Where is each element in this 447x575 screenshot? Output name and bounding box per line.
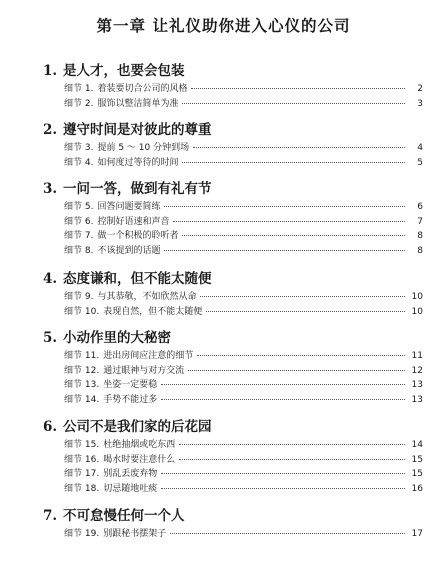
dot-leader xyxy=(170,533,405,534)
entry-label: 细节 1. xyxy=(64,84,94,94)
dot-leader xyxy=(179,459,405,460)
dot-leader xyxy=(161,473,405,474)
section-number: 4. xyxy=(43,271,58,287)
toc-entry[interactable] xyxy=(64,156,423,171)
toc-entry[interactable] xyxy=(64,290,423,305)
entry-title: 控制好语速和声音 xyxy=(97,216,170,227)
toc-entry[interactable] xyxy=(64,141,423,156)
entry-title: 通过眼神与对方交流 xyxy=(103,365,185,376)
dot-leader xyxy=(193,147,405,148)
toc-entry[interactable] xyxy=(64,244,423,259)
chapter-title: 第一章 让礼仪助你进入心仪的公司 xyxy=(96,16,351,35)
entry-label: 细节 4. xyxy=(64,157,94,168)
dot-leader xyxy=(206,311,405,312)
toc-entry[interactable] xyxy=(64,527,423,542)
dot-leader xyxy=(161,399,405,400)
toc-entry[interactable] xyxy=(64,229,423,244)
entry-label: 细节 16. xyxy=(64,454,100,465)
toc-section xyxy=(43,119,423,170)
entry-page-number: 12 xyxy=(411,365,423,376)
entry-title: 切忌随地吐痰 xyxy=(103,483,158,494)
toc-section xyxy=(43,327,423,407)
entry-page-number: 8 xyxy=(417,245,423,256)
entry-page-number: 6 xyxy=(417,202,423,212)
dot-leader xyxy=(164,206,405,207)
dot-leader xyxy=(161,384,405,385)
toc-entry[interactable] xyxy=(64,393,423,408)
entry-label: 细节 12. xyxy=(64,365,100,376)
entry-label: 细节 10. xyxy=(64,306,100,317)
entry-title: 不该提到的话题 xyxy=(97,245,161,256)
toc-section xyxy=(43,60,423,111)
entry-page-number: 13 xyxy=(411,394,423,405)
entry-title: 别跟秘书摆架子 xyxy=(103,529,167,539)
toc-entry[interactable] xyxy=(64,467,423,482)
dot-leader xyxy=(173,221,405,222)
entry-title: 做一个积极的聆听者 xyxy=(97,231,179,241)
section-title: 遵守时间是对彼此的尊重 xyxy=(63,122,212,138)
entry-label: 细节 6. xyxy=(64,216,94,227)
entry-label: 细节 8. xyxy=(64,245,94,256)
toc-entry[interactable] xyxy=(64,82,423,97)
entry-title: 表现自然，但不能太随便 xyxy=(103,306,203,317)
entry-title: 如何度过等待的时间 xyxy=(97,157,179,168)
entry-title: 别乱丢废弃物 xyxy=(103,469,158,479)
section-heading xyxy=(43,60,423,82)
entry-label: 细节 3. xyxy=(64,143,94,153)
entry-title: 坐姿一定要稳 xyxy=(103,380,158,390)
toc-entry[interactable] xyxy=(64,378,423,393)
toc-entry[interactable] xyxy=(64,97,423,112)
entry-label: 细节 19. xyxy=(64,529,100,539)
entry-label: 细节 18. xyxy=(64,483,100,494)
entry-label: 细节 9. xyxy=(64,292,94,302)
section-number: 2. xyxy=(43,122,58,138)
entry-page-number: 10 xyxy=(411,292,423,302)
dot-leader xyxy=(200,296,405,297)
entry-page-number: 8 xyxy=(417,231,423,241)
entry-title: 服饰以整洁简单为准 xyxy=(97,98,179,109)
section-number: 6. xyxy=(43,419,58,435)
toc-section xyxy=(43,178,423,258)
section-heading xyxy=(43,327,423,349)
entry-title: 进出房间应注意的细节 xyxy=(103,351,194,361)
section-number: 3. xyxy=(43,181,58,197)
entry-title: 着装要切合公司的风格 xyxy=(97,84,188,94)
section-number: 5. xyxy=(43,330,58,346)
dot-leader xyxy=(182,235,405,236)
toc-section xyxy=(43,505,423,542)
entry-page-number: 17 xyxy=(411,529,423,539)
dot-leader xyxy=(161,488,405,489)
entry-page-number: 10 xyxy=(411,306,423,317)
dot-leader xyxy=(182,162,405,163)
dot-leader xyxy=(197,355,405,356)
entry-label: 细节 14. xyxy=(64,394,100,405)
section-title: 态度谦和，但不能太随便 xyxy=(63,271,212,287)
entry-page-number: 2 xyxy=(417,84,423,94)
dot-leader xyxy=(179,444,405,445)
section-number: 1. xyxy=(43,63,58,79)
section-heading xyxy=(43,178,423,200)
toc-entry[interactable] xyxy=(64,453,423,468)
entry-title: 杜绝抽烟或吃东西 xyxy=(103,440,176,450)
toc-entry[interactable] xyxy=(64,305,423,320)
toc-entry[interactable] xyxy=(64,200,423,215)
entry-page-number: 14 xyxy=(411,440,423,450)
section-title: 不可怠慢任何一个人 xyxy=(63,508,185,524)
entry-page-number: 15 xyxy=(411,454,423,465)
entry-title: 提前 5 ～ 10 分钟到场 xyxy=(97,143,190,153)
section-title: 公司不是我们家的后花园 xyxy=(63,419,212,435)
section-title: 小动作里的大秘密 xyxy=(63,330,171,346)
entry-title: 手势不能过多 xyxy=(103,394,158,405)
section-heading xyxy=(43,119,423,141)
entry-title: 回答问题要简练 xyxy=(97,202,161,212)
entry-label: 细节 2. xyxy=(64,98,94,109)
toc-section xyxy=(43,268,423,319)
toc-entry[interactable] xyxy=(64,364,423,379)
dot-leader xyxy=(182,103,405,104)
entry-page-number: 4 xyxy=(417,143,423,153)
entry-label: 细节 15. xyxy=(64,440,100,450)
entry-page-number: 16 xyxy=(411,483,423,494)
dot-leader xyxy=(191,88,405,89)
dot-leader xyxy=(164,250,405,251)
entry-page-number: 11 xyxy=(411,351,423,361)
dot-leader xyxy=(188,370,405,371)
entry-label: 细节 17. xyxy=(64,469,100,479)
section-heading xyxy=(43,416,423,438)
entry-label: 细节 5. xyxy=(64,202,94,212)
section-title: 一问一答，做到有礼有节 xyxy=(63,181,212,197)
entry-label: 细节 11. xyxy=(64,351,100,361)
entry-page-number: 15 xyxy=(411,469,423,479)
entry-page-number: 5 xyxy=(417,157,423,168)
section-heading xyxy=(43,268,423,290)
entry-page-number: 3 xyxy=(417,98,423,109)
entry-label: 细节 13. xyxy=(64,380,100,390)
entry-page-number: 13 xyxy=(411,380,423,390)
toc-entry[interactable] xyxy=(64,215,423,230)
toc-entry[interactable] xyxy=(64,349,423,364)
toc-section xyxy=(43,416,423,496)
toc-entry[interactable] xyxy=(64,438,423,453)
entry-label: 细节 7. xyxy=(64,231,94,241)
section-heading xyxy=(43,505,423,527)
entry-title: 喝水时要注意什么 xyxy=(103,454,176,465)
entry-title: 与其恭敬，不如欣然从命 xyxy=(97,292,197,302)
section-number: 7. xyxy=(43,508,58,524)
section-title: 是人才，也要会包装 xyxy=(63,63,185,79)
entry-page-number: 7 xyxy=(417,216,423,227)
toc-entry[interactable] xyxy=(64,482,423,497)
